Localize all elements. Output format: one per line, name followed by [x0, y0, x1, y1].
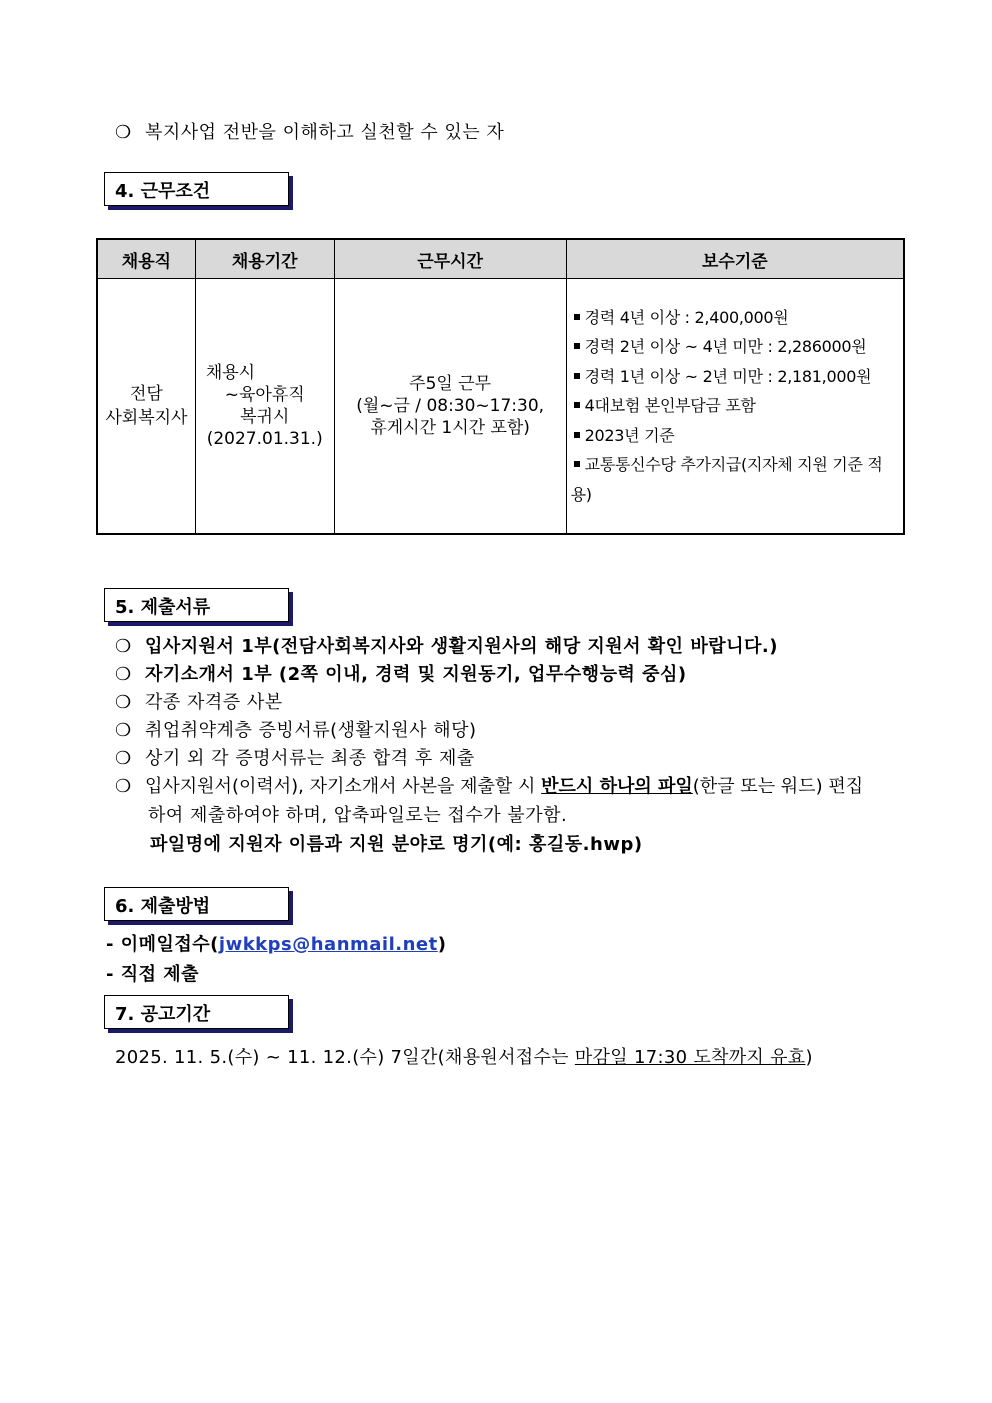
pay-item: 경력 4년 이상 : 2,400,000원: [571, 303, 903, 333]
doc-item-6-line2: 하여 제출하여야 하며, 압축파일로는 접수가 불가함.: [148, 805, 568, 826]
emphasis-one-file: 반드시 하나의 파일: [541, 776, 693, 797]
header-hours: 근무시간: [334, 239, 566, 279]
work-conditions-table: [96, 238, 905, 535]
square-bullet-icon: [574, 432, 580, 438]
cell-job: 전담 사회복지사: [97, 279, 195, 535]
pay-item: 경력 2년 이상 ~ 4년 미만 : 2,286000원: [571, 332, 903, 362]
section-7-heading: [104, 995, 289, 1029]
pay-list: [567, 303, 903, 510]
pay-item: 교통통신수당 추가지급(지자체 지원 기준 적: [571, 450, 903, 480]
pay-item: 경력 1년 이상 ~ 2년 미만 : 2,181,000원: [571, 362, 903, 392]
circle-bullet-icon: ❍: [115, 748, 132, 769]
square-bullet-icon: [574, 373, 580, 379]
pay-item: 4대보험 본인부담금 포함: [571, 391, 903, 421]
section-6-heading: [104, 887, 289, 921]
table-row: [97, 279, 904, 535]
method-direct: - 직접 제출: [106, 964, 200, 985]
header-pay: 보수기준: [566, 239, 904, 279]
doc-item-3: ❍ 각종 자격증 사본: [115, 692, 283, 713]
posting-period: 2025. 11. 5.(수) ~ 11. 12.(수) 7일간(채용원서접수는 마감일 17:30 도착까지 유효): [115, 1047, 813, 1068]
circle-bullet-icon: ❍: [115, 122, 132, 143]
circle-bullet-icon: ❍: [115, 692, 132, 713]
pay-item-cont: 용): [570, 484, 592, 504]
method-email: - 이메일접수(jwkkps@hanmail.net): [106, 934, 447, 955]
doc-item-6-line3: 파일명에 지원자 이름과 지원 분야로 명기(예: 홍길동.hwp): [150, 834, 643, 855]
circle-bullet-icon: ❍: [115, 636, 132, 657]
doc-item-1: ❍ 입사지원서 1부(전담사회복지사와 생활지원사의 해당 지원서 확인 바랍니다.): [115, 636, 778, 657]
square-bullet-icon: [574, 402, 580, 408]
circle-bullet-icon: ❍: [115, 664, 132, 685]
section-4-heading: [104, 172, 289, 206]
deadline-note: 마감일 17:30 도착까지 유효: [574, 1047, 806, 1068]
doc-item-2: ❍ 자기소개서 1부 (2쪽 이내, 경력 및 지원동기, 업무수행능력 중심): [115, 664, 687, 685]
doc-item-6: ❍ 입사지원서(이력서), 자기소개서 사본을 제출할 시 반드시 하나의 파일(한글 또는 워드) 편집: [115, 776, 864, 797]
circle-bullet-icon: ❍: [115, 776, 132, 797]
square-bullet-icon: [574, 314, 580, 320]
circle-bullet-icon: ❍: [115, 720, 132, 741]
doc-item-5: ❍ 상기 외 각 증명서류는 최종 합격 후 제출: [115, 748, 475, 769]
intro-text: 복지사업 전반을 이해하고 실천할 수 있는 자: [145, 122, 505, 143]
doc-item-4: ❍ 취업취약계층 증빙서류(생활지원사 해당): [115, 720, 477, 741]
section-7-title: 7. 공고기간: [115, 1004, 211, 1025]
section-5-heading: [104, 588, 289, 622]
cell-period: 채용시 ~육아휴직 복귀시 (2027.01.31.): [195, 279, 334, 535]
square-bullet-icon: [574, 343, 580, 349]
intro-line: [115, 118, 504, 144]
email-link[interactable]: jwkkps@hanmail.net: [218, 934, 438, 955]
header-job: 채용직: [97, 239, 195, 279]
cell-pay: [566, 279, 904, 535]
section-5-title: 5. 제출서류: [115, 597, 211, 618]
square-bullet-icon: [574, 461, 580, 467]
cell-hours: 주5일 근무 (월~금 / 08:30~17:30, 휴게시간 1시간 포함): [334, 279, 566, 535]
section-4-title: 4. 근무조건: [115, 181, 211, 202]
pay-item: 2023년 기준: [571, 421, 903, 451]
header-period: 채용기간: [195, 239, 334, 279]
section-6-title: 6. 제출방법: [115, 896, 211, 917]
table-header-row: [97, 239, 904, 279]
